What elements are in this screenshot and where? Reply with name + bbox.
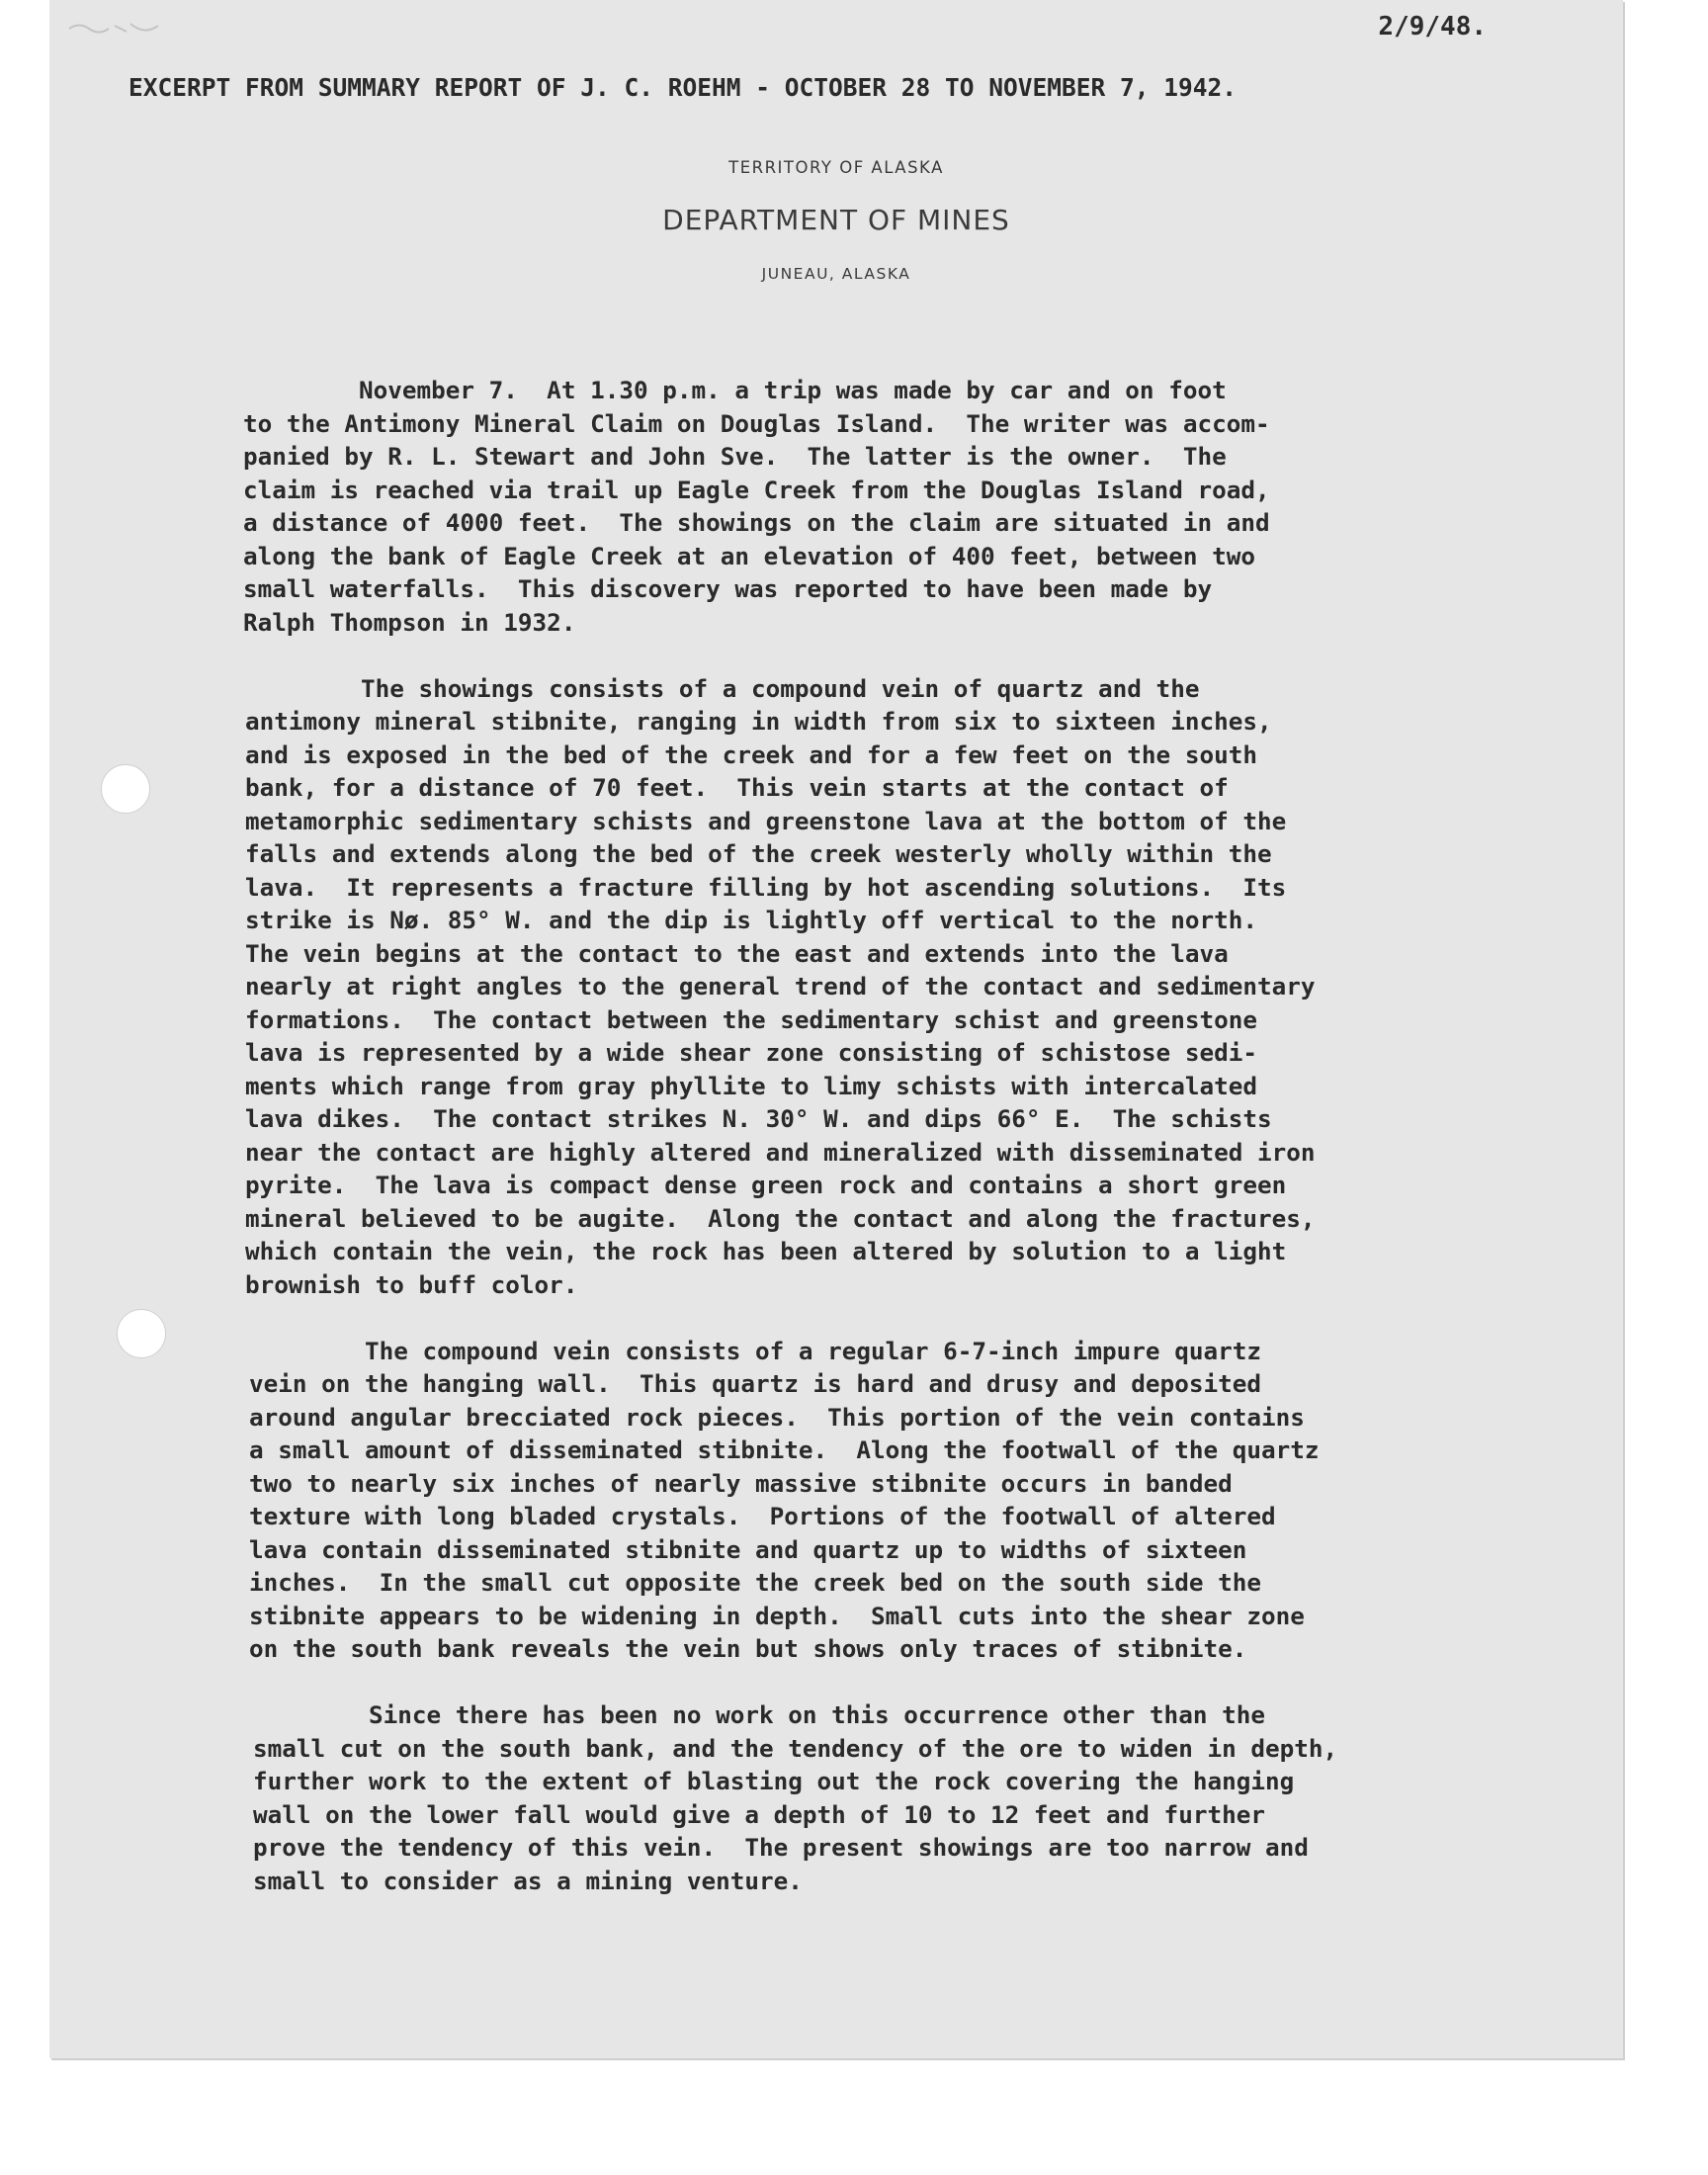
punch-hole-top	[101, 764, 150, 814]
paragraph-compound-vein: The compound vein consists of a regular 6-7-inch impure quartz vein on the hanging wall. This quartz is hard and drusy and deposited around angular brecciated rock pieces. This portion of the vein contains a small amount of disseminated stibnite. Along the footwall of the quartz two to nearly six inches of nearly massive stibnite occurs in banded texture with long bladed crystals. Portions of the footwall of altered lava contain disseminated stibnite and quartz up to widths of sixteen inches. In the small cut opposite the creek bed on the south side the stibnite appears to be widening in depth. Small cuts into the shear zone on the south bank reveals the vein but shows only traces of stibnite.	[249, 1336, 1320, 1663]
letterhead-city: JUNEAU, ALASKA	[761, 265, 911, 283]
letterhead-department: DEPARTMENT OF MINES	[662, 204, 1010, 236]
document-date: 2/9/48.	[1378, 12, 1487, 42]
report-body	[243, 374, 1573, 1931]
paragraph-conclusion: Since there has been no work on this occurrence other than the small cut on the south bank, and the tendency of the ore to widen in depth, further work to the extent of blasting out the rock covering the hanging wall on the lower fall would give a depth of 10 to 12 feet and further prove the tendency of this vein. The present showings are too narrow and small to consider as a mining venture.	[253, 1700, 1338, 1895]
paragraph-trip: November 7. At 1.30 p.m. a trip was made by car and on foot to the Antimony Mineral Claim on Douglas Island. The writer was accom- panied by R. L. Stewart and John Sve. The latter is the owner. The claim is reached via trail up Eagle Creek from the Douglas Island road, a distance of 4000 feet. The showings on the claim are situated in and along the bank of Eagle Creek at an elevation of 400 feet, between two small waterfalls. This discovery was reported to have been made by Ralph Thompson in 1932.	[243, 376, 1270, 637]
excerpt-title: EXCERPT FROM SUMMARY REPORT OF J. C. ROEHM - OCTOBER 28 TO NOVEMBER 7, 1942.	[128, 73, 1238, 102]
stamp-mark	[67, 20, 166, 38]
punch-hole-bottom	[117, 1309, 166, 1358]
letterhead-territory: TERRITORY OF ALASKA	[728, 158, 944, 177]
paragraph-showings: The showings consists of a compound vein of quartz and the antimony mineral stibnite, ranging in width from six to sixteen inches, and is exposed in the bed of the creek and for a few feet on the south bank, for a distance of 70 feet. This vein starts at the contact of metamorphic sedimentary schists and greenstone lava at the bottom of the falls and extends along the bed of the creek westerly wholly within the lava. It represents a fracture filling by hot ascending solutions. Its strike is Nø. 85° W. and the dip is lightly off vertical to the north. The vein begins at the contact to the east and extends into the lava nearly at right angles to the general trend of the contact and sedimentary formations. The contact between the sedimentary schist and greenstone lava is represented by a wide shear zone consisting of schistose sedi- ments which range from gray phyllite to limy schists with intercalated lava dikes. The contact strikes N. 30° W. and dips 66° E. The schists near the contact are highly altered and mineralized with disseminated iron pyrite. The lava is compact dense green rock and contains a short green mineral believed to be augite. Along the contact and along the fractures, which contain the vein, the rock has been altered by solution to a light brownish to buff color.	[245, 673, 1316, 1299]
document-page	[49, 0, 1623, 2058]
